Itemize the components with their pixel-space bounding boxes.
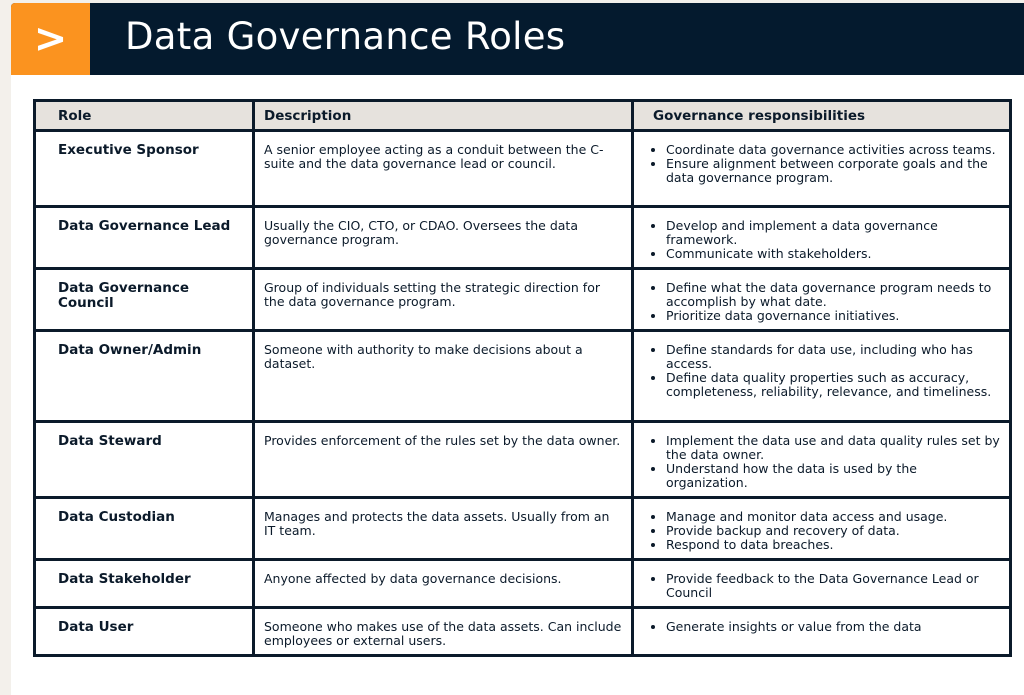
table-row xyxy=(35,422,1011,498)
description-cell: Usually the CIO, CTO, or CDAO. Oversees the data governance program. xyxy=(254,207,633,269)
responsibilities-cell xyxy=(633,608,1011,656)
table-row xyxy=(35,608,1011,656)
responsibilities-list xyxy=(643,620,1001,634)
responsibilities-list xyxy=(643,572,1001,600)
responsibility-item: • Understand how the data is used by the organization. xyxy=(666,462,1001,490)
responsibility-item: • Provide backup and recovery of data. xyxy=(666,524,1001,538)
responsibility-item: • Prioritize data governance initiatives. xyxy=(666,309,1001,323)
responsibility-item: • Generate insights or value from the data xyxy=(666,620,1001,634)
table-row xyxy=(35,207,1011,269)
role-cell: Executive Sponsor xyxy=(35,131,254,207)
role-cell: Data Owner/Admin xyxy=(35,331,254,422)
responsibilities-cell xyxy=(633,331,1011,422)
table-row xyxy=(35,269,1011,331)
responsibility-item: • Implement the data use and data quality rules set by the data owner. xyxy=(666,434,1001,462)
description-cell: Manages and protects the data assets. Usually from an IT team. xyxy=(254,498,633,560)
column-header-role: Role xyxy=(35,101,254,131)
roles-table xyxy=(33,99,1012,657)
responsibilities-cell xyxy=(633,269,1011,331)
responsibilities-cell xyxy=(633,207,1011,269)
responsibilities-list xyxy=(643,143,1001,185)
page-title: Data Governance Roles xyxy=(125,15,566,58)
responsibilities-list xyxy=(643,510,1001,552)
responsibility-item: • Develop and implement a data governance framework. xyxy=(666,219,1001,247)
page-header xyxy=(11,3,1024,75)
responsibility-item: • Respond to data breaches. xyxy=(666,538,1001,552)
role-cell: Data User xyxy=(35,608,254,656)
role-cell: Data Custodian xyxy=(35,498,254,560)
responsibility-item: • Coordinate data governance activities across teams. xyxy=(666,143,1001,157)
table-row xyxy=(35,131,1011,207)
responsibility-item: • Define data quality properties such as accuracy, completeness, reliability, relevance, and timeliness. xyxy=(666,371,1001,399)
responsibility-item: • Manage and monitor data access and usage. xyxy=(666,510,1001,524)
content-card xyxy=(11,3,1024,695)
description-cell: Someone who makes use of the data assets. Can include employees or external users. xyxy=(254,608,633,656)
description-cell: A senior employee acting as a conduit between the C-suite and the data governance lead or council. xyxy=(254,131,633,207)
responsibilities-cell xyxy=(633,422,1011,498)
table-row xyxy=(35,560,1011,608)
chevron-right-logo-icon: > xyxy=(11,3,90,75)
responsibility-item: • Ensure alignment between corporate goals and the data governance program. xyxy=(666,157,1001,185)
responsibilities-cell xyxy=(633,131,1011,207)
responsibilities-list xyxy=(643,434,1001,490)
description-cell: Group of individuals setting the strategic direction for the data governance program. xyxy=(254,269,633,331)
responsibilities-list xyxy=(643,219,1001,261)
responsibilities-list xyxy=(643,343,1001,399)
responsibility-item: • Define standards for data use, including who has access. xyxy=(666,343,1001,371)
description-cell: Someone with authority to make decisions about a dataset. xyxy=(254,331,633,422)
responsibilities-cell xyxy=(633,498,1011,560)
description-cell: Provides enforcement of the rules set by the data owner. xyxy=(254,422,633,498)
responsibility-item: • Provide feedback to the Data Governance Lead or Council xyxy=(666,572,1001,600)
responsibility-item: • Communicate with stakeholders. xyxy=(666,247,1001,261)
table-row xyxy=(35,331,1011,422)
role-cell: Data Governance Lead xyxy=(35,207,254,269)
role-cell: Data Stakeholder xyxy=(35,560,254,608)
responsibility-item: • Define what the data governance program needs to accomplish by what date. xyxy=(666,281,1001,309)
description-cell: Anyone affected by data governance decisions. xyxy=(254,560,633,608)
table-row xyxy=(35,498,1011,560)
column-header-responsibilities: Governance responsibilities xyxy=(633,101,1011,131)
role-cell: Data Governance Council xyxy=(35,269,254,331)
responsibilities-list xyxy=(643,281,1001,323)
role-cell: Data Steward xyxy=(35,422,254,498)
column-header-description: Description xyxy=(254,101,633,131)
table-header-row xyxy=(35,101,1011,131)
responsibilities-cell xyxy=(633,560,1011,608)
